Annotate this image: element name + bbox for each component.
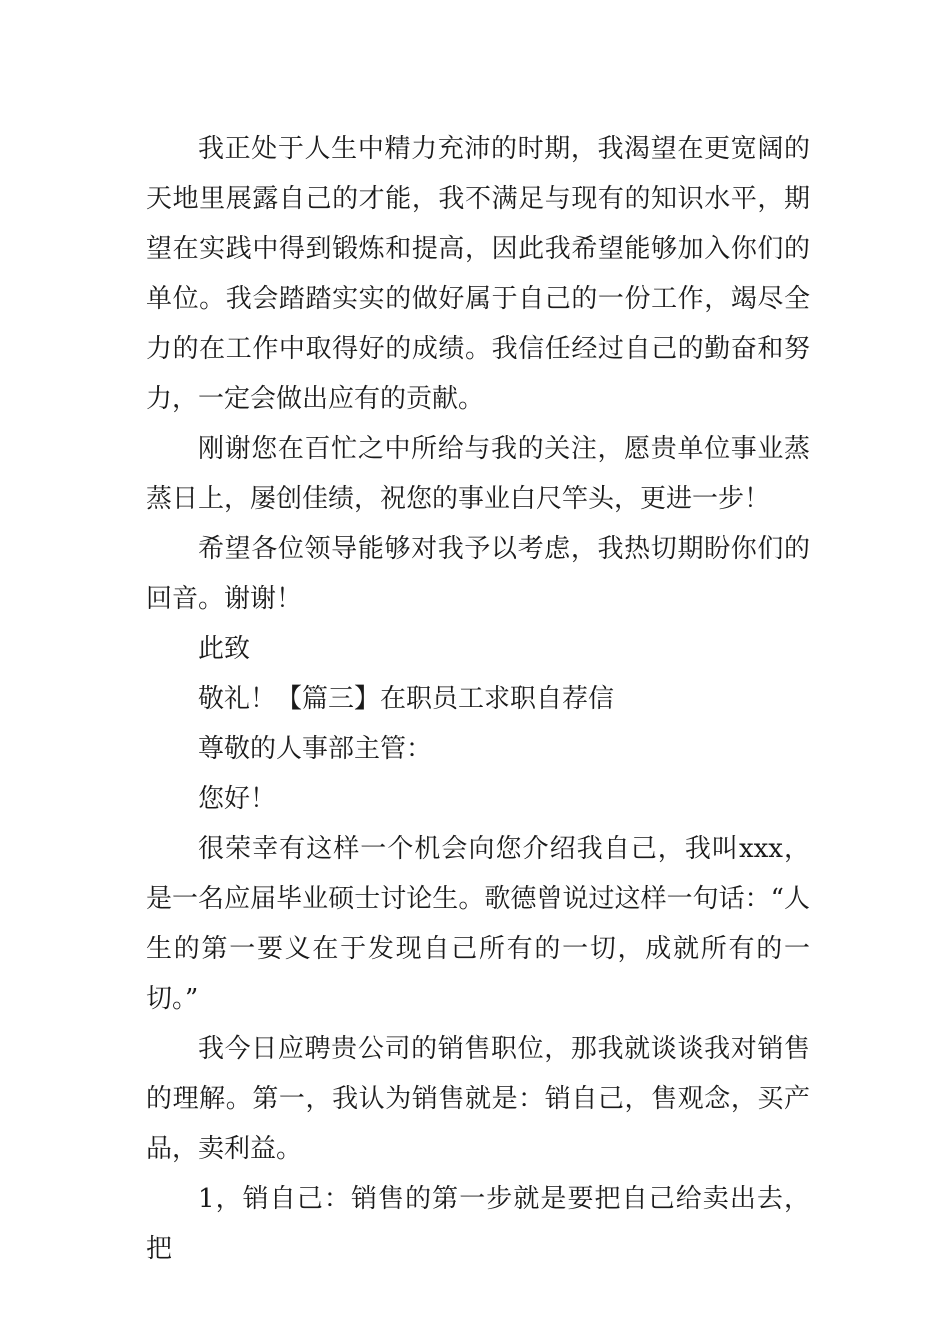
document-body <box>146 124 810 1274</box>
paragraph-sales-understanding: 我今日应聘贵公司的销售职位，那我就谈谈我对销售的理解。第一，我认为销售就是：销自己，售观念，买产品，卖利益。 <box>146 1034 810 1164</box>
paragraph-2: 刚谢您在百忙之中所给与我的关注，愿贵单位事业蒸蒸日上，屡创佳绩，祝您的事业白尺竿头，更进一步！ <box>146 434 810 514</box>
paragraph-sell-yourself: 1，销自己：销售的第一步就是要把自己给卖出去，把 <box>146 1184 810 1264</box>
paragraph-1: 我正处于人生中精力充沛的时期，我渴望在更宽阔的天地里展露自己的才能，我不满足与现有的知识水平，期望在实践中得到锻炼和提高，因此我希望能够加入你们的单位。我会踏踏实实的做好属于自己的一份工作，竭尽全力的在工作中取得好的成绩。我信任经过自己的勤奋和努力，一定会做出应有的贡献。 <box>146 134 810 414</box>
paragraph-intro: 很荣幸有这样一个机会向您介绍我自己，我叫xxx，是一名应届毕业硕士讨论生。歌德曾说过这样一句话：“人生的第一要义在于发现自己所有的一切，成就所有的一切。” <box>146 834 810 1014</box>
recipient-greeting: 尊敬的人事部主管： <box>198 734 433 764</box>
paragraph-3: 希望各位领导能够对我予以考虑，我热切期盼你们的回音。谢谢！ <box>146 534 810 614</box>
hello-line: 您好！ <box>198 784 277 814</box>
closing-salutation: 此致 <box>198 634 251 664</box>
regards-and-section-title: 敬礼！【篇三】在职员工求职自荐信 <box>198 684 615 714</box>
